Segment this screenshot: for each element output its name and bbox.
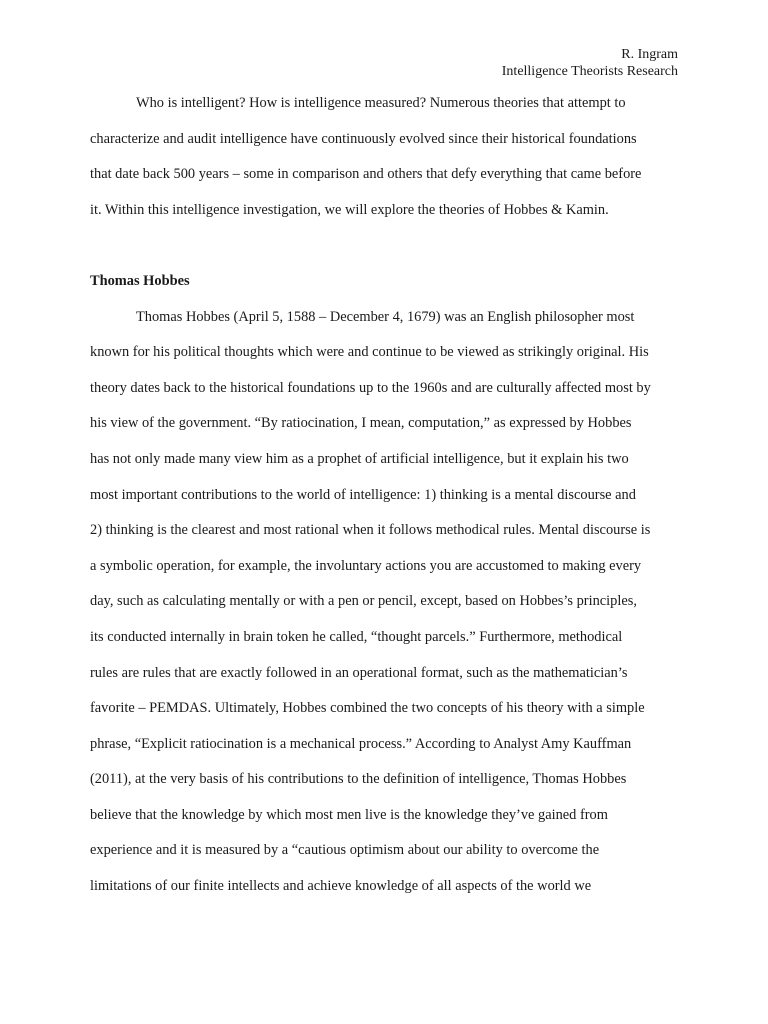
- text-line: Thomas Hobbes (April 5, 1588 – December 4, 1679) was an English philosopher most: [136, 308, 635, 325]
- text-line: a symbolic operation, for example, the involuntary actions you are accustomed to making every: [90, 557, 642, 574]
- text-line: 2) thinking is the clearest and most rational when it follows methodical rules. Mental discourse is: [90, 522, 651, 539]
- text-line: believe that the knowledge by which most men live is the knowledge they’ve gained from: [90, 806, 608, 823]
- text-line: limitations of our finite intellects and achieve knowledge of all aspects of the world we: [90, 878, 592, 895]
- text-line: characterize and audit intelligence have continuously evolved since their historical foundations: [90, 130, 637, 147]
- text-line: that date back 500 years – some in comparison and others that defy everything that came before: [90, 166, 642, 183]
- blank-line: [90, 228, 678, 264]
- intro-paragraph: [90, 86, 678, 228]
- text-line: theory dates back to the historical foundations up to the 1960s and are culturally affected most by: [90, 379, 651, 396]
- text-line: has not only made many view him as a prophet of artificial intelligence, but it explain his two: [90, 450, 629, 467]
- document-body: [90, 86, 678, 905]
- page-header: [502, 46, 678, 80]
- header-author: R. Ingram: [621, 47, 678, 62]
- text-line: day, such as calculating mentally or with a pen or pencil, except, based on Hobbes’s principles,: [90, 593, 637, 610]
- text-line: most important contributions to the world of intelligence: 1) thinking is a mental discourse and: [90, 486, 636, 503]
- text-line: experience and it is measured by a “cautious optimism about our ability to overcome the: [90, 842, 600, 859]
- text-line: Who is intelligent? How is intelligence measured? Numerous theories that attempt to: [136, 95, 626, 111]
- text-line: phrase, “Explicit ratiocination is a mechanical process.” According to Analyst Amy Kauffman: [90, 735, 632, 752]
- hobbes-paragraph: [90, 300, 678, 905]
- text-line: his view of the government. “By ratiocination, I mean, computation,” as expressed by Hobbes: [90, 415, 632, 432]
- text-line: (2011), at the very basis of his contributions to the definition of intelligence, Thomas Hobbes: [90, 771, 627, 788]
- header-title: Intelligence Theorists Research: [501, 64, 678, 79]
- text-line: it. Within this intelligence investigation, we will explore the theories of Hobbes & Kamin.: [90, 201, 609, 218]
- text-line: favorite – PEMDAS. Ultimately, Hobbes combined the two concepts of his theory with a simple: [90, 700, 645, 717]
- text-line: rules are rules that are exactly followed in an operational format, such as the mathematician’s: [90, 664, 628, 681]
- text-line: known for his political thoughts which were and continue to be viewed as strikingly original. His: [90, 344, 649, 361]
- text-line: its conducted internally in brain token he called, “thought parcels.” Furthermore, methodical: [90, 628, 623, 645]
- section-heading: Thomas Hobbes: [90, 272, 190, 289]
